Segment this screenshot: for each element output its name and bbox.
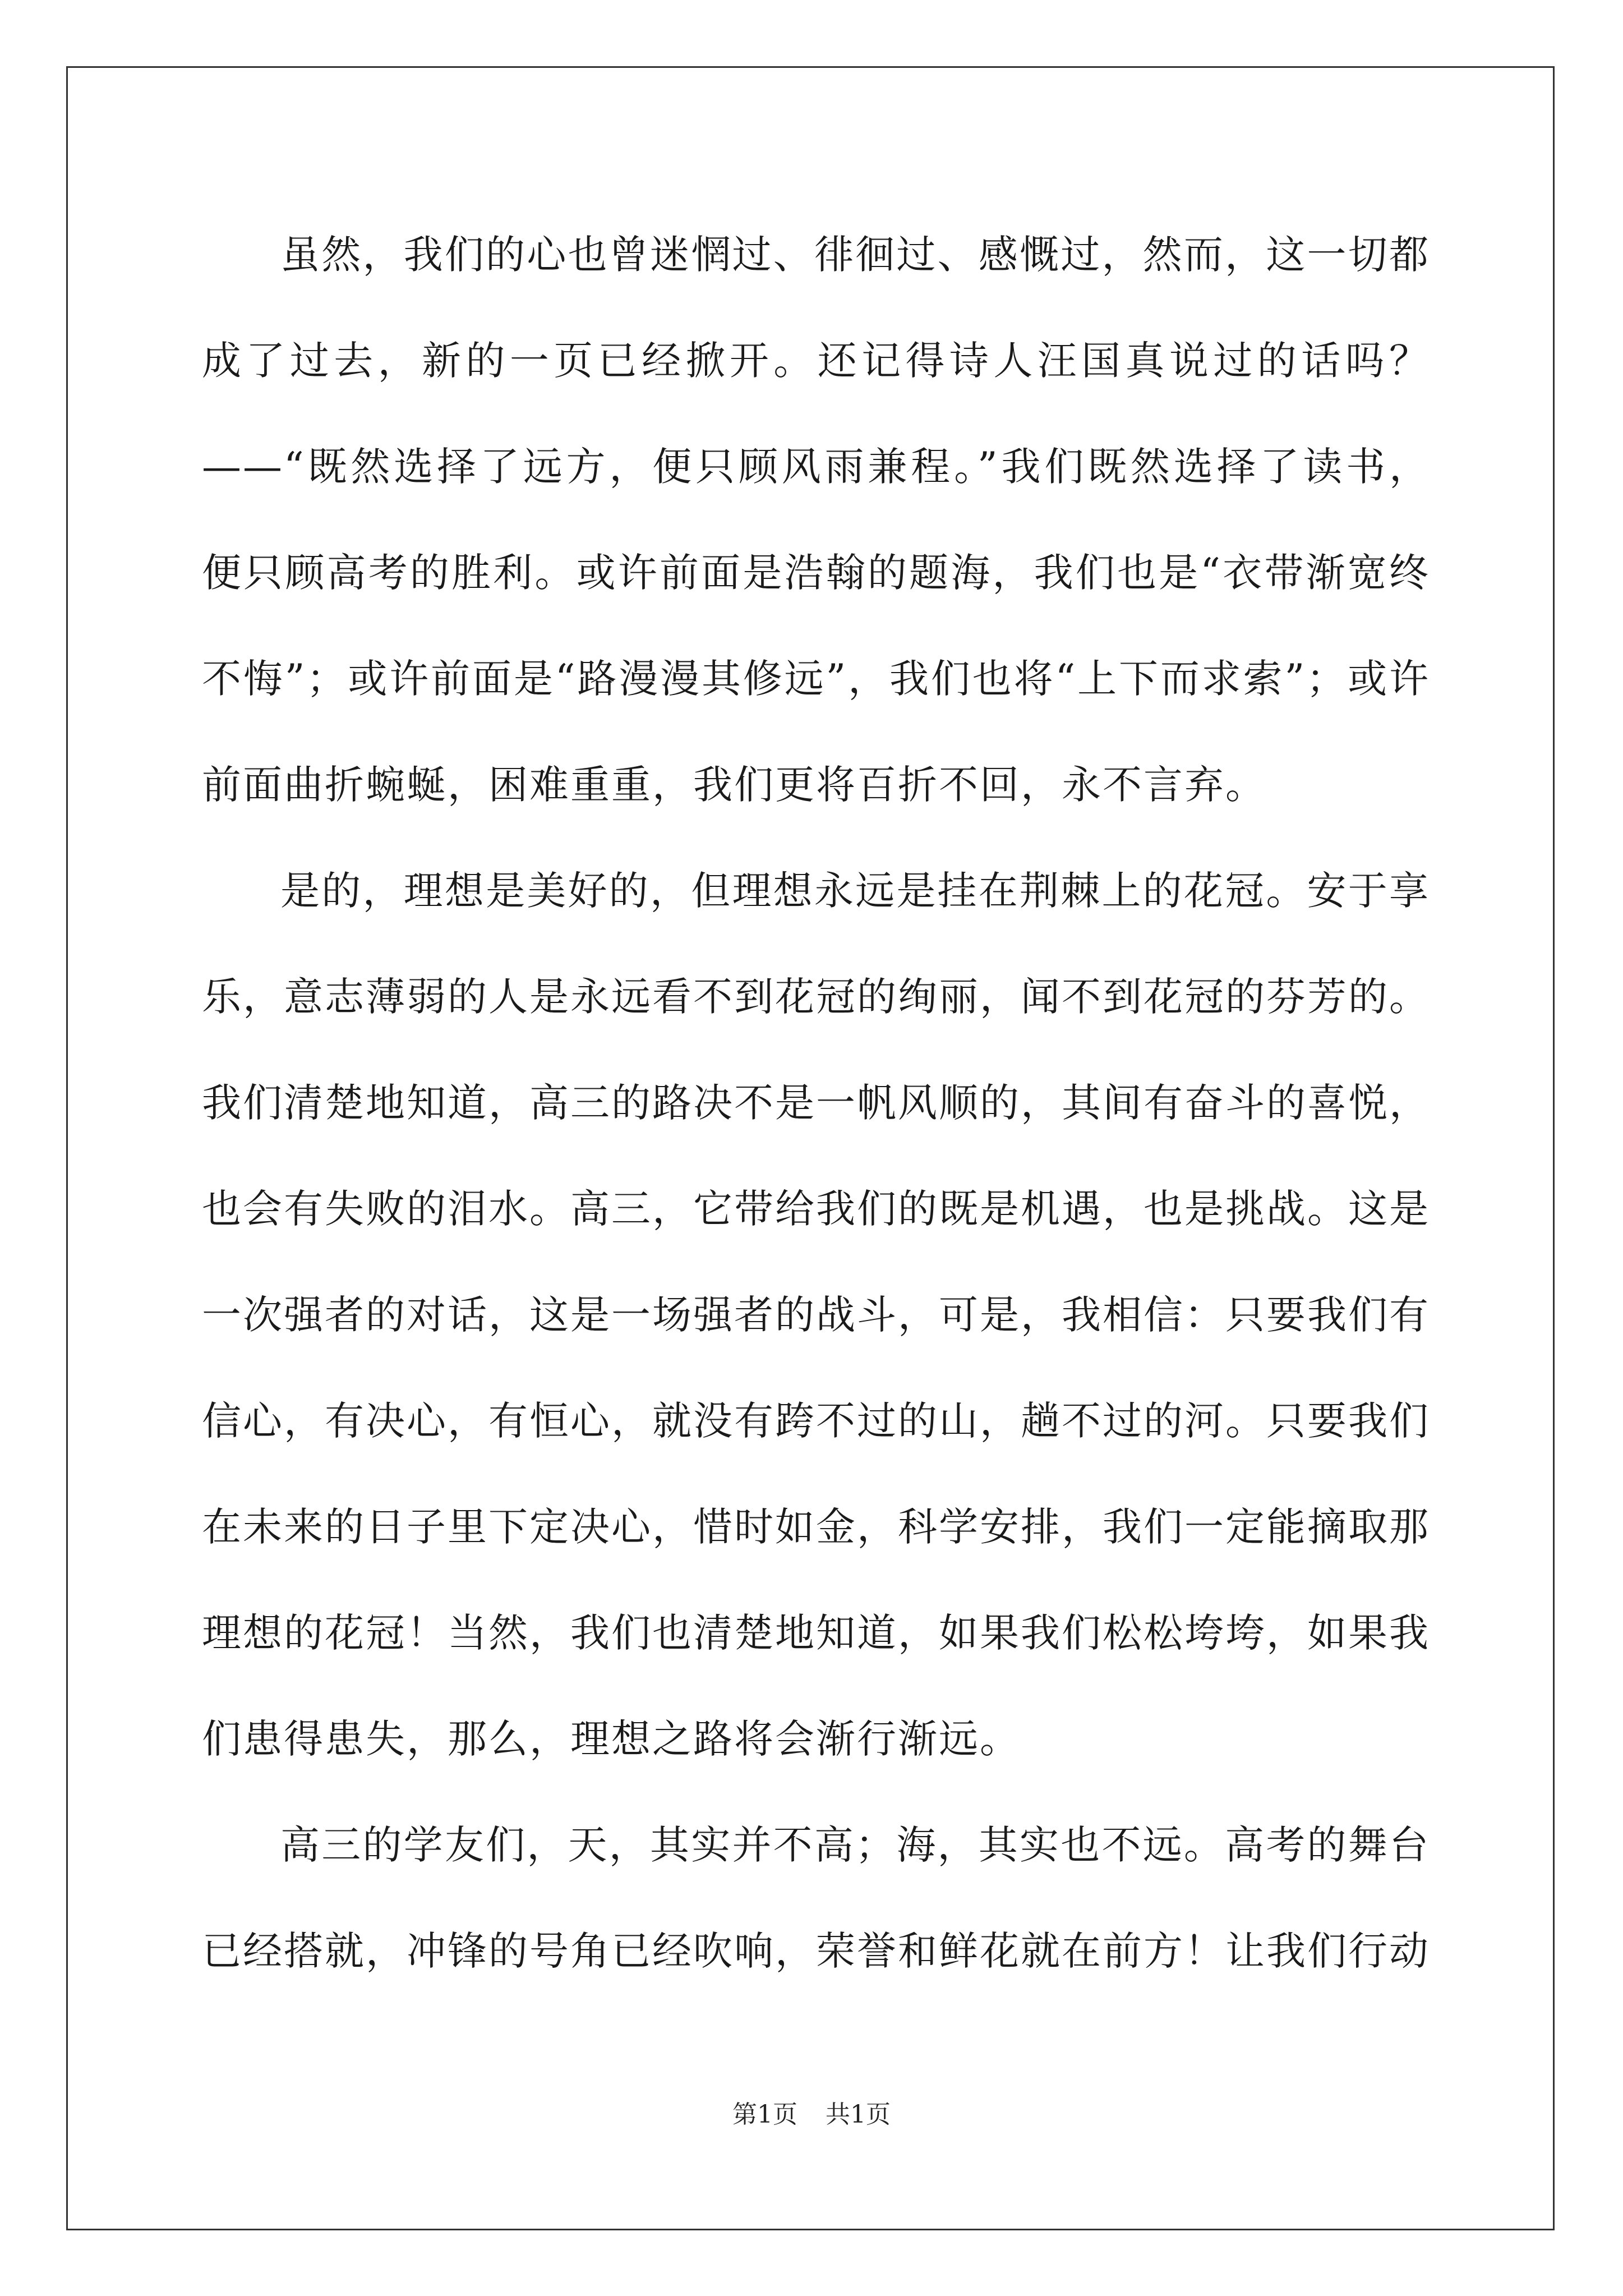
text-line: 们患得患失，那么，理想之路将会渐行渐远。	[202, 1716, 1021, 1762]
text-line: 也会有失败的泪水。高三，它带给我们的既是机遇，也是挑战。这是	[202, 1186, 1430, 1232]
text-line: 便只顾高考的胜利。或许前面是浩翰的题海，我们也是“衣带渐宽终	[202, 550, 1430, 596]
text-line: 乐，意志薄弱的人是永远看不到花冠的绚丽，闻不到花冠的芬芳的。	[202, 974, 1430, 1020]
page-footer	[0, 2098, 1623, 2132]
text-line: 我们清楚地知道，高三的路决不是一帆风顺的，其间有奋斗的喜悦，	[202, 1080, 1430, 1126]
text-line: 不悔”；或许前面是“路漫漫其修远”，我们也将“上下而求索”；或许	[202, 656, 1430, 702]
text-line: 一次强者的对话，这是一场强者的战斗，可是，我相信：只要我们有	[202, 1292, 1430, 1338]
text-line: 前面曲折蜿蜒，困难重重，我们更将百折不回，永不言弃。	[202, 762, 1266, 808]
text-line: 信心，有决心，有恒心，就没有跨不过的山，趟不过的河。只要我们	[202, 1398, 1430, 1444]
text-line: 理想的花冠！当然，我们也清楚地知道，如果我们松松垮垮，如果我	[202, 1610, 1430, 1656]
text-line: 是的，理想是美好的，但理想永远是挂在荆棘上的花冠。安于享	[280, 868, 1430, 914]
document-body	[202, 202, 1430, 2004]
text-line: 已经搭就，冲锋的号角已经吹响，荣誉和鲜花就在前方！让我们行动	[202, 1928, 1430, 1974]
text-line: 成了过去，新的一页已经掀开。还记得诗人汪国真说过的话吗？	[202, 338, 1430, 384]
text-line: 高三的学友们，天，其实并不高；海，其实也不远。高考的舞台	[280, 1822, 1430, 1868]
text-line: ——“既然选择了远方，便只顾风雨兼程。”我们既然选择了读书，	[202, 444, 1430, 490]
page-number: 第1页	[732, 2100, 797, 2129]
page-total: 共1页	[826, 2100, 891, 2129]
text-line: 虽然，我们的心也曾迷惘过、徘徊过、感慨过，然而，这一切都	[280, 232, 1430, 278]
text-line: 在未来的日子里下定决心，惜时如金，科学安排，我们一定能摘取那	[202, 1504, 1430, 1550]
